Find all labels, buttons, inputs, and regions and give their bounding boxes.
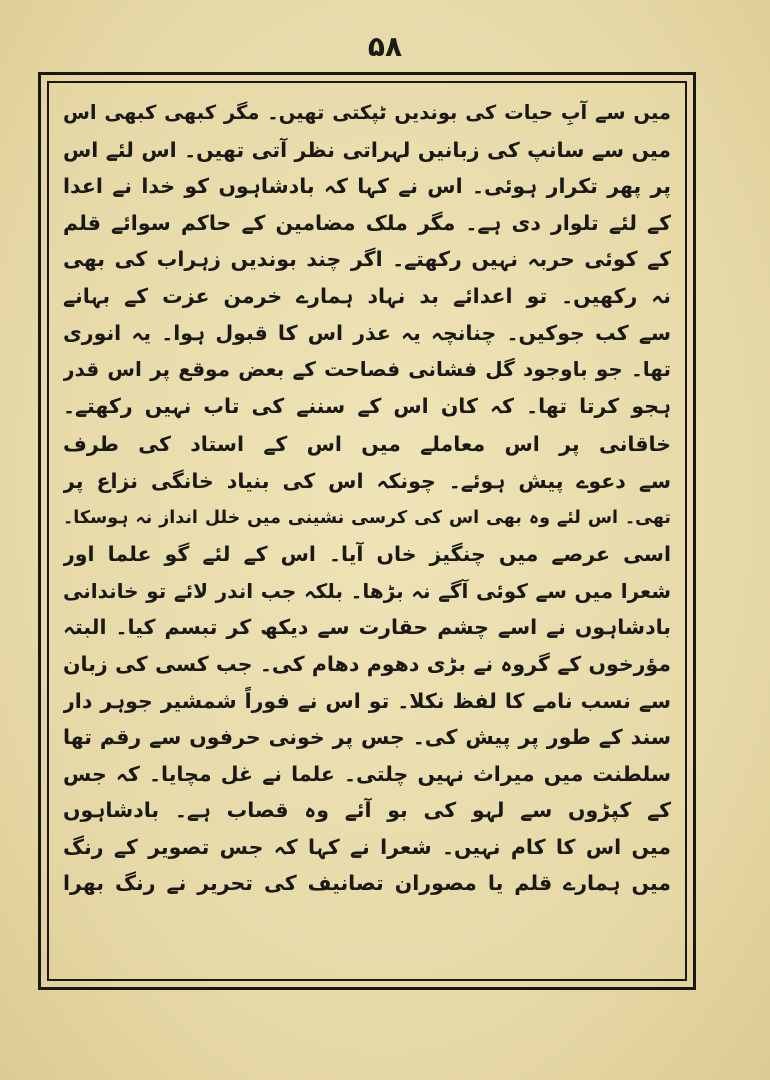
text-line: بادشاہوں نے اسے چشم حقارت سے دیکھ کر تبسم کیا۔ البتہ: [63, 615, 671, 640]
text-line: اسی عرصے میں چنگیز خاں آیا۔ اس کے لئے گو علما اور: [63, 542, 671, 567]
text-line: میں سے آبِ حیات کی بوندیں ٹپکتی تھیں۔ مگر کبھی کبھی اس: [63, 101, 671, 124]
text-line: سے کب جوکیں۔ چنانچہ یہ عذر اس کا قبول ہوا۔ یہ انوری: [63, 320, 671, 345]
text-line: سے نسب نامے کا لفظ نکلا۔ تو اس نے فوراً شمشیر جوہر دار: [63, 688, 671, 713]
text-line: سلطنت میں میراث نہیں چلتی۔ علما نے غل مچایا۔ کہ جس: [63, 761, 671, 786]
text-line: تھا۔ جو باوجود گل فشانی فصاحت کے بعض موقع پر اس قدر: [63, 357, 671, 382]
text-line: نہ رکھیں۔ تو اعدائے بد نہاد ہمارے خرمن عزت کے بہانے: [63, 283, 671, 308]
inner-border-frame: [47, 81, 687, 981]
text-line: کے کوئی حربہ نہیں رکھتے۔ اگر چند بوندیں زہراب کی بھی: [63, 247, 671, 272]
body-text: [63, 95, 671, 902]
text-line: تھی۔ اس لئے وہ بھی اس کی کرسی نشینی میں خلل انداز نہ ہوسکا۔: [63, 507, 671, 528]
text-line: کے لئے تلوار دی ہے۔ مگر ملک مضامین کے حاکم سوائے قلم: [63, 210, 671, 235]
text-line: خاقانی پر اس معاملے میں اس کے استاد کی طرف: [63, 432, 671, 457]
text-line: مؤرخوں کے گروہ نے بڑی دھوم دھام کی۔ جب کسی کی زبان: [63, 651, 671, 676]
page-number: ۵۸: [367, 30, 403, 63]
text-line: پر پھر تکرار ہوئی۔ اس نے کہا کہ بادشاہوں کو خدا نے اعدا: [63, 174, 671, 199]
text-line: میں اس کا کام نہیں۔ شعرا نے کہا کہ جس تصویر کے رنگ: [63, 834, 671, 859]
text-line: سے دعوے پیش ہوئے۔ چونکہ اس کی بنیاد خانگی نزاع پر: [63, 468, 671, 493]
text-line: میں سے سانپ کی زبانیں لہراتی نظر آتی تھیں۔ اس لئے اس: [63, 137, 671, 162]
text-line: میں ہمارے قلم یا مصوران تصانیف کی تحریر نے رنگ بھرا: [63, 871, 671, 896]
text-line: شعرا میں سے کوئی آگے نہ بڑھا۔ بلکہ جب اندر لائے تو خاندانی: [63, 578, 671, 603]
text-line: کے کپڑوں سے لہو کی بو آئے وہ قصاب ہے۔ بادشاہوں: [63, 798, 671, 823]
text-line: سند کے طور پر پیش کی۔ جس پر خونی حرفوں سے رقم تھا: [63, 725, 671, 750]
text-line: ہجو کرتا تھا۔ کہ کان اس کے سننے کی تاب نہیں رکھتے۔: [63, 393, 671, 418]
